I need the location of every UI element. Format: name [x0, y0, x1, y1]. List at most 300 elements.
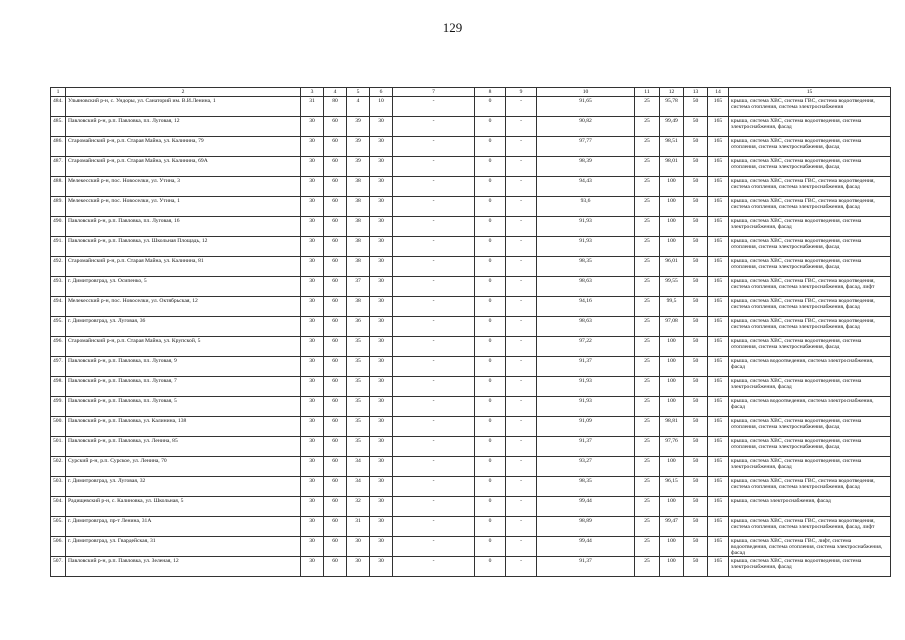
- value-cell: [301, 337, 324, 357]
- table-row: [51, 517, 891, 537]
- value-cell: [370, 417, 393, 437]
- cell-text: 25: [644, 117, 650, 124]
- cell-text: 30: [309, 377, 315, 384]
- value-cell: [301, 417, 324, 437]
- cell-text: -: [520, 157, 522, 164]
- cell-text: крыша, система ХВС, система водоотведения, система электроснабжения, фасад: [731, 377, 862, 390]
- value-cell: [537, 417, 635, 437]
- cell-text: 31: [355, 517, 361, 524]
- value-cell: [506, 337, 537, 357]
- value-cell: [475, 517, 506, 537]
- row-number-cell: [51, 197, 66, 217]
- value-cell: [324, 437, 347, 457]
- row-number-cell: [51, 477, 66, 497]
- cell-text: -: [520, 237, 522, 244]
- value-cell: [347, 277, 370, 297]
- address-cell: [66, 257, 301, 277]
- cell-text: 38: [355, 237, 361, 244]
- cell-text: 0: [488, 357, 492, 364]
- table-row: [51, 97, 891, 117]
- cell-text: -: [520, 517, 522, 524]
- cell-text: Старомайнский р-н, р.п. Старая Майна, ул. Калинина, 69А: [68, 157, 208, 164]
- cell-text: Павловский р-н, р.п. Павловка, пл. Луговая, 9: [68, 357, 177, 364]
- cell-text: 0: [488, 517, 492, 524]
- cell-text: 60: [332, 197, 338, 204]
- value-cell: [301, 157, 324, 177]
- value-cell: [635, 457, 660, 477]
- cell-text: -: [520, 257, 522, 264]
- cell-text: -: [432, 97, 435, 104]
- value-cell: [506, 437, 537, 457]
- value-cell: [370, 397, 393, 417]
- value-cell: [301, 217, 324, 237]
- value-cell: [684, 237, 708, 257]
- cell-text: 50: [692, 277, 699, 284]
- cell-text: 25: [644, 177, 650, 184]
- cell-text: 99,44: [579, 537, 592, 544]
- works-list-cell: [729, 537, 891, 557]
- value-cell: [708, 217, 729, 237]
- value-cell: [684, 517, 708, 537]
- value-cell: [324, 457, 347, 477]
- cell-text: 502.: [53, 457, 63, 464]
- cell-text: Мелекесский р-н, пос. Новоселки, ул. Утина, 1: [68, 197, 180, 204]
- value-cell: [347, 137, 370, 157]
- cell-text: 487.: [53, 157, 63, 164]
- cell-text: -: [520, 117, 522, 124]
- cell-text: 91,37: [579, 437, 592, 444]
- value-cell: [708, 177, 729, 197]
- cell-text: Павловский р-н, р.п. Павловка, ул. Школьная Площадь, 12: [68, 237, 208, 244]
- value-cell: [506, 277, 537, 297]
- cell-text: 30: [309, 137, 315, 144]
- value-cell: [393, 217, 475, 237]
- value-cell: [684, 277, 708, 297]
- value-cell: [347, 357, 370, 377]
- column-number: 4: [324, 88, 347, 97]
- row-number-cell: [51, 397, 66, 417]
- value-cell: [475, 97, 506, 117]
- value-cell: [635, 397, 660, 417]
- cell-text: 30: [355, 537, 361, 544]
- cell-text: -: [432, 477, 435, 484]
- cell-text: 30: [378, 417, 384, 424]
- cell-text: 95,78: [665, 97, 678, 104]
- cell-text: 80: [332, 97, 338, 104]
- cell-text: 30: [378, 197, 384, 204]
- value-cell: [324, 417, 347, 437]
- cell-text: 25: [644, 217, 650, 224]
- cell-text: Павловский р-н, р.п. Павловка, пл. Луговая, 5: [68, 397, 177, 404]
- cell-text: 25: [644, 497, 650, 504]
- works-list-cell: [729, 417, 891, 437]
- cell-text: 0: [488, 297, 492, 304]
- table-row: [51, 157, 891, 177]
- cell-text: 30: [378, 557, 384, 564]
- value-cell: [301, 177, 324, 197]
- works-list-cell: [729, 317, 891, 337]
- cell-text: 489.: [53, 197, 63, 204]
- cell-text: 35: [355, 437, 361, 444]
- cell-text: 91,93: [579, 237, 592, 244]
- cell-text: крыша, система ХВС, система ГВС, лифт, система водоотведения, система отопления, система электроснабжения, фасад: [731, 537, 883, 556]
- cell-text: 25: [644, 557, 650, 564]
- value-cell: [301, 477, 324, 497]
- value-cell: [660, 217, 684, 237]
- value-cell: [537, 537, 635, 557]
- cell-text: 98,63: [579, 317, 592, 324]
- cell-text: 91,65: [579, 97, 592, 104]
- cell-text: крыша, система водоотведения, система электроснабжения, фасад: [731, 357, 874, 370]
- cell-text: 100: [667, 337, 676, 344]
- value-cell: [393, 417, 475, 437]
- value-cell: [506, 477, 537, 497]
- value-cell: [660, 517, 684, 537]
- value-cell: [347, 397, 370, 417]
- value-cell: [475, 217, 506, 237]
- value-cell: [347, 377, 370, 397]
- value-cell: [324, 177, 347, 197]
- value-cell: [660, 117, 684, 137]
- value-cell: [708, 557, 729, 577]
- column-number: 5: [347, 88, 370, 97]
- value-cell: [635, 337, 660, 357]
- cell-text: 25: [644, 357, 650, 364]
- value-cell: [370, 217, 393, 237]
- cell-text: 38: [355, 217, 361, 224]
- cell-text: 50: [692, 437, 699, 444]
- cell-text: 165: [713, 117, 723, 124]
- row-number-cell: [51, 437, 66, 457]
- cell-text: 10: [378, 97, 384, 104]
- cell-text: 30: [378, 157, 384, 164]
- value-cell: [684, 417, 708, 437]
- cell-text: 50: [692, 137, 699, 144]
- value-cell: [708, 337, 729, 357]
- cell-text: 30: [378, 357, 384, 364]
- value-cell: [370, 457, 393, 477]
- cell-text: 25: [644, 477, 650, 484]
- cell-text: -: [520, 357, 522, 364]
- cell-text: -: [520, 397, 522, 404]
- value-cell: [635, 557, 660, 577]
- cell-text: 25: [644, 277, 650, 284]
- value-cell: [324, 277, 347, 297]
- value-cell: [635, 117, 660, 137]
- value-cell: [393, 117, 475, 137]
- cell-text: г. Димитровград, пр-т Ленина, 31А: [68, 517, 152, 524]
- value-cell: [475, 457, 506, 477]
- value-cell: [635, 177, 660, 197]
- cell-text: 98,35: [579, 257, 592, 264]
- cell-text: 25: [644, 257, 650, 264]
- value-cell: [635, 317, 660, 337]
- cell-text: 25: [644, 197, 650, 204]
- cell-text: 99,47: [665, 517, 678, 524]
- table-row: [51, 537, 891, 557]
- cell-text: 97,77: [579, 137, 592, 144]
- cell-text: 60: [332, 157, 338, 164]
- cell-text: крыша, система ХВС, система ГВС, система водоотведения, система отопления, система электроснабжения, фасад: [731, 177, 875, 190]
- cell-text: 50: [692, 337, 699, 344]
- cell-text: 30: [309, 477, 315, 484]
- cell-text: 99,5: [666, 297, 677, 304]
- value-cell: [393, 357, 475, 377]
- value-cell: [660, 157, 684, 177]
- cell-text: -: [432, 197, 435, 204]
- cell-text: 30: [309, 457, 315, 464]
- value-cell: [347, 297, 370, 317]
- cell-text: 39: [355, 157, 361, 164]
- value-cell: [475, 537, 506, 557]
- cell-text: крыша, система ХВС, система водоотведения, система электроснабжения, фасад: [731, 217, 862, 230]
- value-cell: [370, 277, 393, 297]
- value-cell: [635, 197, 660, 217]
- page-number: 129: [442, 20, 463, 35]
- cell-text: 507.: [53, 557, 63, 564]
- value-cell: [506, 197, 537, 217]
- cell-text: 100: [667, 537, 676, 544]
- row-number-cell: [51, 537, 66, 557]
- cell-text: 30: [378, 237, 384, 244]
- cell-text: 30: [378, 317, 384, 324]
- cell-text: 34: [355, 457, 361, 464]
- cell-text: Сурский р-н, р.п. Сурское, ул. Ленина, 70: [68, 457, 167, 464]
- value-cell: [635, 297, 660, 317]
- value-cell: [370, 177, 393, 197]
- value-cell: [393, 457, 475, 477]
- cell-text: 25: [644, 297, 650, 304]
- cell-text: 0: [488, 317, 492, 324]
- cell-text: -: [432, 297, 435, 304]
- value-cell: [475, 477, 506, 497]
- cell-text: крыша, система ХВС, система водоотведения, система электроснабжения, фасад: [731, 457, 862, 470]
- cell-text: 94,43: [579, 177, 592, 184]
- value-cell: [708, 377, 729, 397]
- cell-text: 25: [644, 397, 650, 404]
- value-cell: [475, 237, 506, 257]
- cell-text: 60: [332, 537, 338, 544]
- table-row: [51, 457, 891, 477]
- cell-text: -: [520, 177, 522, 184]
- value-cell: [347, 197, 370, 217]
- cell-text: 94,16: [579, 297, 592, 304]
- cell-text: крыша, система ХВС, система ГВС, система водоотведения, система отопления, система электроснабжения, фасад: [731, 197, 875, 210]
- cell-text: 488.: [53, 177, 63, 184]
- cell-text: 60: [332, 417, 338, 424]
- value-cell: [324, 297, 347, 317]
- address-cell: [66, 137, 301, 157]
- cell-text: 98,39: [579, 157, 592, 164]
- value-cell: [370, 317, 393, 337]
- value-cell: [684, 157, 708, 177]
- value-cell: [684, 137, 708, 157]
- cell-text: -: [432, 497, 435, 504]
- address-cell: [66, 417, 301, 437]
- cell-text: 486.: [53, 137, 63, 144]
- cell-text: 0: [488, 157, 492, 164]
- cell-text: Павловский р-н, р.п. Павловка, пл. Луговая, 16: [68, 217, 180, 224]
- cell-text: -: [432, 177, 435, 184]
- value-cell: [660, 317, 684, 337]
- address-cell: [66, 517, 301, 537]
- value-cell: [635, 357, 660, 377]
- value-cell: [393, 97, 475, 117]
- cell-text: крыша, система ХВС, система водоотведения, система электроснабжения, фасад: [731, 557, 862, 570]
- value-cell: [475, 397, 506, 417]
- table-row: [51, 177, 891, 197]
- cell-text: -: [520, 317, 522, 324]
- value-cell: [370, 517, 393, 537]
- cell-text: Радищевский р-н, с. Калиновка, ул. Школьная, 5: [68, 497, 184, 504]
- cell-text: 490.: [53, 217, 63, 224]
- cell-text: 98,35: [579, 477, 592, 484]
- value-cell: [347, 317, 370, 337]
- value-cell: [708, 497, 729, 517]
- value-cell: [393, 437, 475, 457]
- column-number: 10: [537, 88, 635, 97]
- value-cell: [347, 217, 370, 237]
- cell-text: 100: [667, 197, 676, 204]
- cell-text: 35: [355, 337, 361, 344]
- value-cell: [347, 97, 370, 117]
- row-number-cell: [51, 217, 66, 237]
- cell-text: 91,93: [579, 217, 592, 224]
- column-number: 14: [708, 88, 729, 97]
- column-number: 15: [729, 88, 891, 97]
- value-cell: [635, 437, 660, 457]
- value-cell: [635, 97, 660, 117]
- cell-text: 50: [692, 237, 699, 244]
- cell-text: 25: [644, 417, 650, 424]
- value-cell: [301, 197, 324, 217]
- value-cell: [475, 157, 506, 177]
- value-cell: [506, 517, 537, 537]
- value-cell: [660, 537, 684, 557]
- cell-text: 25: [644, 377, 650, 384]
- value-cell: [475, 297, 506, 317]
- cell-text: 60: [332, 337, 338, 344]
- cell-text: Ульяновский р-н, с. Ундоры, ул. Санаторий им. В.И.Ленина, 1: [68, 97, 216, 104]
- cell-text: г. Димитровград, ул. Луговая, 36: [68, 317, 146, 324]
- value-cell: [301, 317, 324, 337]
- cell-text: 36: [355, 317, 361, 324]
- cell-text: 100: [667, 497, 676, 504]
- cell-text: -: [432, 157, 435, 164]
- value-cell: [506, 97, 537, 117]
- cell-text: 98,81: [665, 417, 678, 424]
- cell-text: 91,93: [579, 397, 592, 404]
- address-cell: [66, 357, 301, 377]
- cell-text: 97,76: [665, 437, 678, 444]
- cell-text: 50: [692, 557, 699, 564]
- table-row: [51, 117, 891, 137]
- value-cell: [393, 517, 475, 537]
- cell-text: 25: [644, 537, 650, 544]
- cell-text: 50: [692, 457, 699, 464]
- cell-text: 99,55: [665, 277, 678, 284]
- value-cell: [708, 157, 729, 177]
- value-cell: [635, 497, 660, 517]
- table-row: [51, 497, 891, 517]
- cell-text: 0: [488, 137, 492, 144]
- table-row: [51, 257, 891, 277]
- value-cell: [393, 297, 475, 317]
- value-cell: [635, 237, 660, 257]
- address-cell: [66, 277, 301, 297]
- cell-text: 165: [713, 537, 723, 544]
- cell-text: г. Димитровград, ул. Осипенко, 5: [68, 277, 147, 284]
- works-list-cell: [729, 477, 891, 497]
- table-row: [51, 137, 891, 157]
- table-row: [51, 417, 891, 437]
- cell-text: 30: [309, 197, 315, 204]
- value-cell: [393, 477, 475, 497]
- value-cell: [506, 317, 537, 337]
- value-cell: [708, 277, 729, 297]
- cell-text: 30: [309, 437, 315, 444]
- cell-text: 91,09: [579, 417, 592, 424]
- cell-text: -: [432, 457, 435, 464]
- value-cell: [370, 437, 393, 457]
- column-number: 3: [301, 88, 324, 97]
- cell-text: 498.: [53, 377, 63, 384]
- address-cell: [66, 337, 301, 357]
- cell-text: 50: [692, 497, 699, 504]
- cell-text: 0: [488, 257, 492, 264]
- cell-text: -: [432, 517, 435, 524]
- value-cell: [324, 317, 347, 337]
- table-row: [51, 297, 891, 317]
- cell-text: 50: [692, 297, 699, 304]
- cell-text: 37: [355, 277, 361, 284]
- cell-text: Павловский р-н, р.п. Павловка, ул. Калинина, 138: [68, 417, 187, 424]
- value-cell: [370, 337, 393, 357]
- value-cell: [708, 97, 729, 117]
- value-cell: [506, 177, 537, 197]
- cell-text: 30: [378, 537, 384, 544]
- works-list-cell: [729, 337, 891, 357]
- value-cell: [370, 477, 393, 497]
- cell-text: 30: [378, 397, 384, 404]
- cell-text: 98,89: [579, 517, 592, 524]
- value-cell: [660, 497, 684, 517]
- value-cell: [324, 217, 347, 237]
- cell-text: 165: [713, 257, 723, 264]
- cell-text: 25: [644, 137, 650, 144]
- address-cell: [66, 117, 301, 137]
- cell-text: 99,44: [579, 497, 592, 504]
- value-cell: [393, 257, 475, 277]
- cell-text: 0: [488, 277, 492, 284]
- row-number-cell: [51, 157, 66, 177]
- value-cell: [324, 477, 347, 497]
- cell-text: 60: [332, 437, 338, 444]
- cell-text: 93,6: [580, 197, 591, 204]
- value-cell: [684, 317, 708, 337]
- value-cell: [660, 97, 684, 117]
- cell-text: 50: [692, 397, 699, 404]
- cell-text: 503.: [53, 477, 63, 484]
- cell-text: 100: [667, 237, 676, 244]
- cell-text: 30: [378, 117, 384, 124]
- value-cell: [347, 437, 370, 457]
- cell-text: 485.: [53, 117, 63, 124]
- cell-text: 492.: [53, 257, 63, 264]
- value-cell: [684, 97, 708, 117]
- value-cell: [537, 277, 635, 297]
- cell-text: 50: [692, 317, 699, 324]
